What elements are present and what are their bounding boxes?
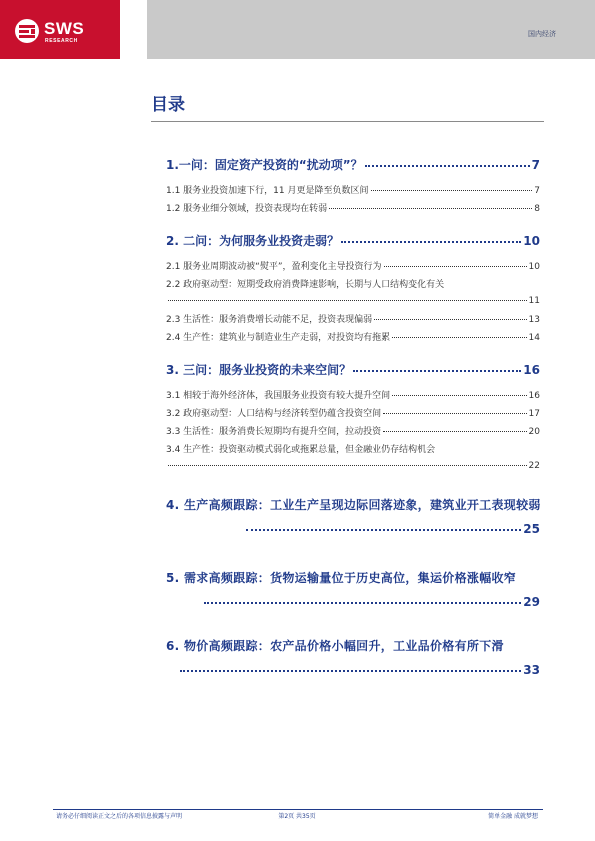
page-header [0, 0, 595, 59]
toc-entry[interactable] [166, 408, 540, 420]
toc-entry-page: 22 [528, 461, 540, 471]
toc-entry-text: 2.2 政府驱动型：短期受政府消费降速影响，长期与人口结构变化有关 [166, 280, 445, 290]
toc-entry[interactable] [166, 261, 540, 273]
toc-entry-page: 17 [528, 409, 540, 419]
toc-leader-dots [204, 602, 521, 604]
toc-entry-page: 16 [523, 363, 540, 377]
toc-entry[interactable] [166, 562, 546, 595]
toc-entry-continuation[interactable] [166, 663, 540, 678]
toc-entry-text: 3.2 政府驱动型：人口结构与经济转型仍蕴含投资空间 [166, 409, 382, 419]
toc-entry-continuation[interactable] [166, 522, 540, 537]
toc-leader-dots [374, 319, 526, 320]
toc-entry[interactable] [166, 234, 540, 249]
toc-entry[interactable] [166, 314, 540, 326]
toc-entry[interactable] [166, 203, 540, 215]
footer-slogan: 简单金融 成就梦想 [488, 813, 538, 820]
toc-entry-page: 20 [528, 427, 540, 437]
toc-entry-text: 3.4 生产性：投资驱动模式弱化或拖累总量，但金融业仍存结构机会 [166, 445, 436, 455]
toc-entry[interactable] [166, 630, 546, 663]
toc-entry-text: 2. 二问：为何服务业投资走弱？ [166, 234, 340, 248]
toc-leader-dots [353, 370, 521, 372]
toc-entry-page: 11 [528, 296, 540, 306]
footer-page-number: 第2页 共35页 [278, 813, 316, 820]
toc-entry[interactable] [166, 185, 540, 197]
logo-name: SWS [44, 19, 85, 38]
toc-entry-text: 1.2 服务业细分领域，投资表现均在转弱 [166, 204, 328, 214]
toc-entry[interactable] [166, 489, 546, 522]
toc-entry[interactable] [166, 363, 540, 378]
toc-entry-page: 16 [528, 391, 540, 401]
toc-entry-page: 10 [528, 262, 540, 272]
toc-entry-text: 3. 三问：服务业投资的未来空间？ [166, 363, 352, 377]
toc-entry-text: 2.1 服务业周期波动被“熨平”，盈利变化主导投资行为 [166, 262, 382, 272]
section-label: 国内经济 [528, 30, 556, 38]
logo-sub: RESEARCH [45, 38, 78, 44]
toc-entry-page: 7 [531, 158, 540, 172]
toc-entry-text: 1.1 服务业投资加速下行，11 月更是降至负数区间 [166, 186, 369, 196]
toc-entry-text: 4. 生产高频跟踪：工业生产呈现边际回落迹象，建筑业开工表现较弱 [166, 498, 541, 512]
toc-entry[interactable] [166, 158, 540, 173]
toc-entry-page: 13 [528, 315, 540, 325]
toc-leader-dots [383, 413, 526, 414]
toc-leader-dots [341, 241, 521, 243]
toc-entry-page: 25 [523, 522, 540, 536]
toc-entry-text: 6. 物价高频跟踪：农产品价格小幅回升，工业品价格有所下滑 [166, 639, 504, 653]
toc-leader-dots [383, 431, 526, 432]
toc-entry-text: 2.4 生产性：建筑业与制造业生产走弱，对投资均有拖累 [166, 333, 391, 343]
toc-entry-text: 1.一问：固定资产投资的“扰动项”？ [166, 158, 363, 172]
header-bar [147, 0, 595, 59]
toc-leader-dots [168, 465, 527, 466]
toc-leader-dots [392, 395, 526, 396]
toc-entry[interactable] [166, 390, 540, 402]
toc-leader-dots [371, 190, 533, 191]
toc-entry-page: 8 [534, 204, 540, 214]
sws-logo [0, 0, 120, 59]
toc-entry-page: 14 [528, 333, 540, 343]
toc-entry-text: 2.3 生活性：服务消费增长动能不足，投资表现偏弱 [166, 315, 373, 325]
toc-title: 目录 [151, 95, 185, 115]
sws-logo-icon [14, 18, 40, 44]
toc-entry-page: 7 [534, 186, 540, 196]
toc-leader-dots [180, 670, 521, 672]
toc-leader-dots [384, 266, 527, 267]
header-gap [120, 0, 147, 59]
toc-entry-text: 3.1 相较于海外经济体，我国服务业投资有较大提升空间 [166, 391, 391, 401]
toc-leader-dots [392, 337, 526, 338]
toc-entry[interactable] [166, 444, 540, 456]
toc-leader-dots [365, 165, 530, 167]
toc-leader-dots [168, 300, 527, 301]
toc-entry-text: 3.3 生活性：服务消费长短期均有提升空间，拉动投资 [166, 427, 382, 437]
toc-entry-continuation[interactable] [166, 460, 540, 472]
toc-entry-text: 5. 需求高频跟踪：货物运输量位于历史高位，集运价格涨幅收窄 [166, 571, 517, 585]
footer-disclaimer: 请务必仔细阅读正文之后的各项信息披露与声明 [56, 813, 183, 820]
footer-divider [53, 809, 543, 810]
toc-leader-dots [246, 529, 521, 531]
toc-entry[interactable] [166, 279, 540, 291]
toc-entry-continuation[interactable] [166, 295, 540, 307]
toc-entry[interactable] [166, 426, 540, 438]
toc-entry-page: 29 [523, 595, 540, 609]
toc-leader-dots [329, 208, 532, 209]
title-divider [151, 121, 544, 122]
toc-entry[interactable] [166, 332, 540, 344]
toc-entry-continuation[interactable] [166, 595, 540, 610]
toc-entry-page: 10 [523, 234, 540, 248]
toc-entry-page: 33 [523, 663, 540, 677]
